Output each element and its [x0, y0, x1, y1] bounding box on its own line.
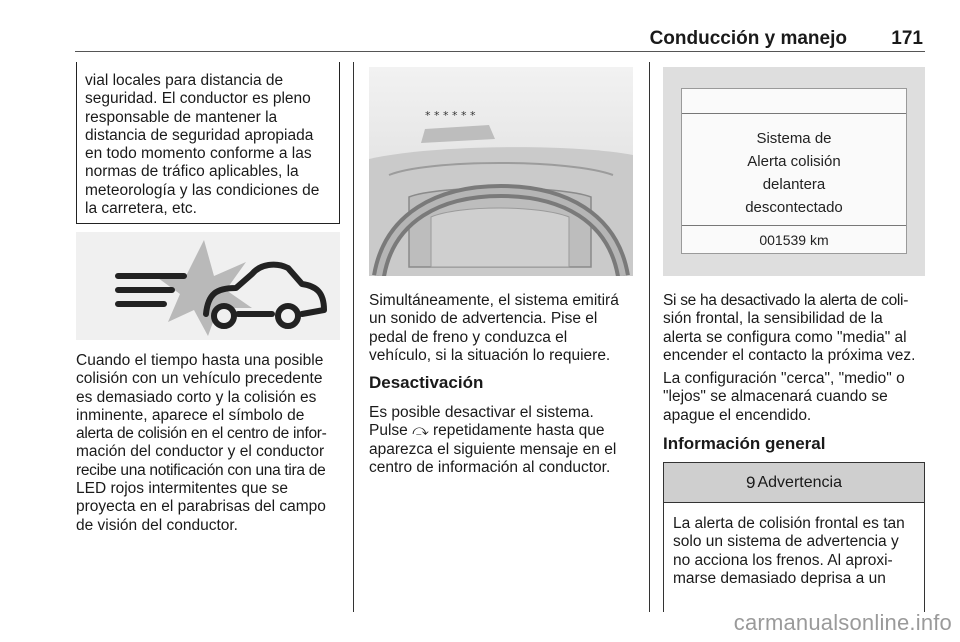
watermark: carmanualsonline.info [733, 610, 952, 635]
collision-alert-paragraph [76, 352, 346, 535]
text-line: de visión del conductor. [76, 516, 238, 534]
text-line: encender el contacto la próxima vez. [663, 346, 916, 364]
collision-warning-icon [76, 232, 340, 340]
display-message [682, 127, 906, 219]
driver-info-display-illustration [663, 67, 925, 276]
text-line: "lejos" se almacenará cuando se [663, 388, 888, 406]
dashboard-windscreen-illustration [369, 67, 633, 276]
warning-box [663, 462, 925, 612]
text-line: vehículo, si la situación lo requiere. [369, 346, 611, 364]
text-line: es demasiado corto y la colisión es [76, 388, 317, 406]
display-line: Alerta colisión [747, 153, 841, 170]
text-line: marse demasiado deprisa a un [673, 569, 886, 587]
display-line: delantera [762, 176, 826, 193]
text-line: mación del conductor y el conductor [76, 443, 325, 461]
deactivation-heading: Desactivación [369, 373, 484, 392]
display-odometer: 001539 km [759, 232, 829, 248]
text-line: apague el encendido. [663, 406, 812, 424]
text-line: Si se ha desactivado la alerta de coli- [663, 292, 909, 309]
settings-storage-paragraph [663, 370, 938, 425]
text-line: pedal de freno y conduzca el [369, 328, 568, 346]
column-divider-1 [353, 62, 354, 612]
text-line: colisión con un vehículo precedente [76, 370, 323, 388]
text-line: la carretera, etc. [85, 200, 197, 218]
text-line: La configuración "cerca", "medio" o [663, 370, 905, 387]
text-line: proyecta en el parabrisas del campo [76, 498, 326, 516]
warning-header [664, 463, 924, 503]
svg-text:* * * * * *: * * * * * * [425, 109, 476, 122]
display-line: Sistema de [756, 130, 832, 147]
page-number: 171 [891, 28, 923, 49]
deactivation-paragraph [369, 404, 639, 477]
text-line: recibe una notificación con una tira de [76, 461, 326, 479]
text-line: aparezca el siguiente mensaje en el [369, 440, 617, 458]
text-line: LED rojos intermitentes que se [76, 480, 288, 498]
warning-sound-paragraph [369, 292, 639, 365]
text-line: Cuando el tiempo hasta una posible [76, 352, 324, 369]
text-line: normas de tráfico aplicables, la [85, 163, 299, 181]
text-line: vial locales para distancia de [85, 72, 284, 89]
continued-text-box [76, 62, 340, 224]
text-line: inminente, aparece el símbolo de [76, 406, 305, 424]
warning-triangle-icon: 9 [746, 472, 756, 492]
text-line: un sonido de advertencia. Pise el [369, 310, 598, 328]
text-line: responsable de mantener la [85, 108, 278, 126]
warning-title: Advertencia [757, 473, 842, 491]
display-bottom-rule [682, 225, 906, 226]
text-line: Pulse ⤼ repetidamente hasta que [369, 422, 605, 440]
text-line: seguridad. El conductor es pleno [85, 90, 311, 108]
text-line: en todo momento conforme a las [85, 145, 312, 163]
text-line: La alerta de colisión frontal es tan [673, 515, 905, 532]
text-line: Es posible desactivar el sistema. [369, 404, 594, 421]
text-line: centro de información al conductor. [369, 458, 611, 476]
text-line: no acciona los frenos. Al aproxi- [673, 551, 893, 569]
display-top-rule [682, 113, 906, 114]
text-line: alerta de colisión en el centro de infor- [76, 425, 327, 443]
general-info-heading: Información general [663, 434, 826, 453]
page-header [75, 22, 925, 52]
text-line: sión frontal, la sensibilidad de la [663, 310, 883, 328]
collision-alert-symbol-illustration [76, 232, 340, 340]
header-title: Conducción y manejo [649, 28, 847, 49]
warning-body [664, 503, 924, 588]
sensitivity-paragraph [663, 292, 938, 365]
text-line: distancia de seguridad apropiada [85, 126, 314, 144]
text-line: alerta se configura como "media" al [663, 328, 907, 346]
display-screen [681, 88, 907, 254]
text-line: solo un sistema de advertencia y [673, 533, 899, 551]
text-line: meteorología y las condiciones de [85, 181, 320, 199]
display-line: descontectado [745, 199, 843, 216]
text-line: Simultáneamente, el sistema emitirá [369, 292, 619, 309]
column-divider-2 [649, 62, 650, 612]
dashboard-led-strip-icon [369, 67, 633, 276]
